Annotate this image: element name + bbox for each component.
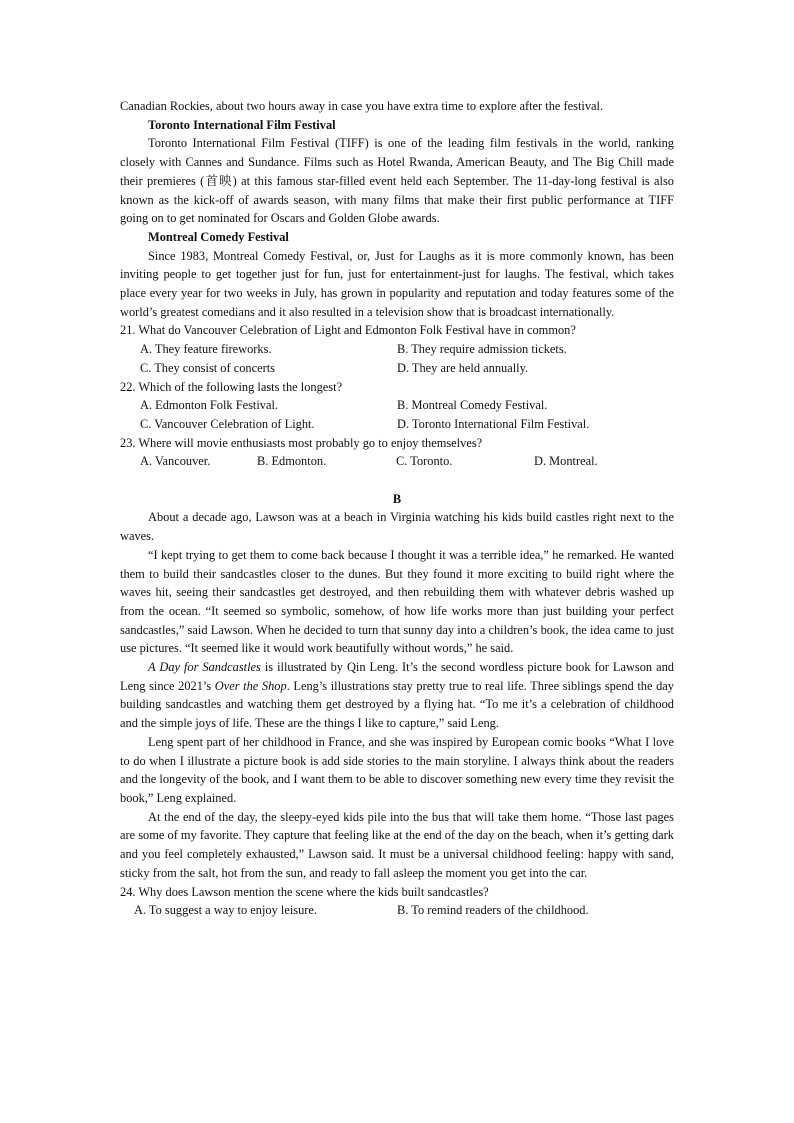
question-22-options-row1 (120, 396, 674, 415)
intro-tail-paragraph: Canadian Rockies, about two hours away in case you have extra time to explore after the festival. (120, 99, 604, 113)
question-24-options-row1 (120, 901, 674, 920)
tiff-paragraph: Toronto International Film Festival (TIFF) is one of the leading film festivals in the world, ranking closely with Cannes and Sundance. Films such as Hotel Rwanda, American Beauty, and The Big Chill made their premieres (首映) at this famous star-filled event held each September. The 11-day-long festival is also known as the kick-off of awards season, with many films that make their first public performance at TIFF going on to get nominated for Oscars and Golden Globe awards. (120, 136, 674, 226)
question-23-option-c[interactable]: C. Toronto. (396, 454, 453, 469)
question-23-option-a[interactable]: A. Vancouver. (140, 454, 211, 469)
book-title-over-the-shop: Over the Shop (214, 678, 287, 693)
question-23-options (120, 452, 674, 471)
section-spacer (120, 471, 674, 490)
question-23-option-b[interactable]: B. Edmonton. (257, 454, 327, 469)
tiff-heading: Toronto International Film Festival (148, 117, 336, 132)
question-23-option-d[interactable]: D. Montreal. (534, 454, 598, 469)
question-21-option-c[interactable]: C. They consist of concerts (140, 360, 276, 375)
question-21-stem: 21. What do Vancouver Celebration of Light and Edmonton Folk Festival have in common? (120, 323, 576, 338)
section-b-label: B (392, 491, 402, 506)
question-22-option-b[interactable]: B. Montreal Comedy Festival. (397, 398, 548, 413)
passage-b-paragraph-1: About a decade ago, Lawson was at a beach in Virginia watching his kids build castles right next to the waves. (120, 510, 674, 544)
question-24-option-a[interactable]: A. To suggest a way to enjoy leisure. (134, 903, 318, 918)
montreal-heading: Montreal Comedy Festival (148, 229, 289, 244)
question-21-options-row1 (120, 340, 674, 359)
book-title-a-day-for-sandcastles: A Day for Sandcastles (148, 660, 261, 675)
passage-b-paragraph-3-text-1: is illustrated by Qin Leng. It’s the second wordless picture book for Lawson and Leng since 2021’s (120, 660, 674, 693)
question-24-option-b[interactable]: B. To remind readers of the childhood. (397, 903, 589, 918)
question-22-option-d[interactable]: D. Toronto International Film Festival. (397, 416, 590, 431)
question-22-option-a[interactable]: A. Edmonton Folk Festival. (140, 398, 279, 413)
question-21-option-b[interactable]: B. They require admission tickets. (397, 342, 567, 357)
exam-page (120, 97, 674, 920)
question-21-option-a[interactable]: A. They feature fireworks. (140, 342, 272, 357)
passage-b-paragraph-4: Leng spent part of her childhood in France, and she was inspired by European comic books “What I love to do when I illustrate a picture book is add side stories to the main storyline. I always think about the readers and the longevity of the book, and I want them to be able to discover something new every time they revisit the book,” Leng explained. (120, 734, 674, 805)
question-22-stem: 22. Which of the following lasts the longest? (120, 379, 343, 394)
montreal-paragraph: Since 1983, Montreal Comedy Festival, or, Just for Laughs as it is more commonly known, has been inviting people to get together just for fun, just for entertainment-just for laughs. The festival, which takes place every year for two weeks in July, has grown in popularity and reputation and today features some of the world’s greatest comedians and it also resulted in a television show that is broadcast internationally. (120, 248, 674, 319)
passage-b-paragraph-5: At the end of the day, the sleepy-eyed kids pile into the bus that will take them home. “Those last pages are some of my favorite. They capture that feeling like at the end of the day on the beach, when it’s getting dark and you feel completely exhausted,” Lawson said. It must be a universal childhood feeling: happy with sand, sticky from the salt, hot from the sun, and ready to fall asleep the moment you get into the car. (120, 809, 674, 880)
question-22-option-c[interactable]: C. Vancouver Celebration of Light. (140, 416, 315, 431)
question-21-options-row2 (120, 359, 674, 378)
passage-b-paragraph-3-text-2: . Leng’s illustrations stay pretty true to real life. Three siblings spend the day building sandcastles and watching them get destroyed by a flying hat. “To me it’s a celebration of childhood and the simple joys of life. These are the things I like to capture,” said Leng. (120, 678, 674, 731)
question-23-stem: 23. Where will movie enthusiasts most probably go to enjoy themselves? (120, 435, 483, 450)
passage-b-paragraph-3 (120, 658, 674, 733)
passage-b-paragraph-2: “I kept trying to get them to come back because I thought it was a terrible idea,” he remarked. He wanted them to build their sandcastles closer to the dunes. But they found it more exciting to build right where the waves hit, seeing their sandcastles get destroyed, and then rebuilding them with whatever debris washed up from the ocean. “It seemed so symbolic, somehow, of how life works more than just building your perfect sandcastles,” said Lawson. When he decided to turn that sunny day into a children’s book, the idea came to just use pictures. “It seemed like it would work beautifully without words,” he said. (120, 547, 674, 656)
question-24-stem: 24. Why does Lawson mention the scene where the kids built sandcastles? (120, 884, 489, 899)
question-21-option-d[interactable]: D. They are held annually. (397, 360, 529, 375)
question-22-options-row2 (120, 415, 674, 434)
